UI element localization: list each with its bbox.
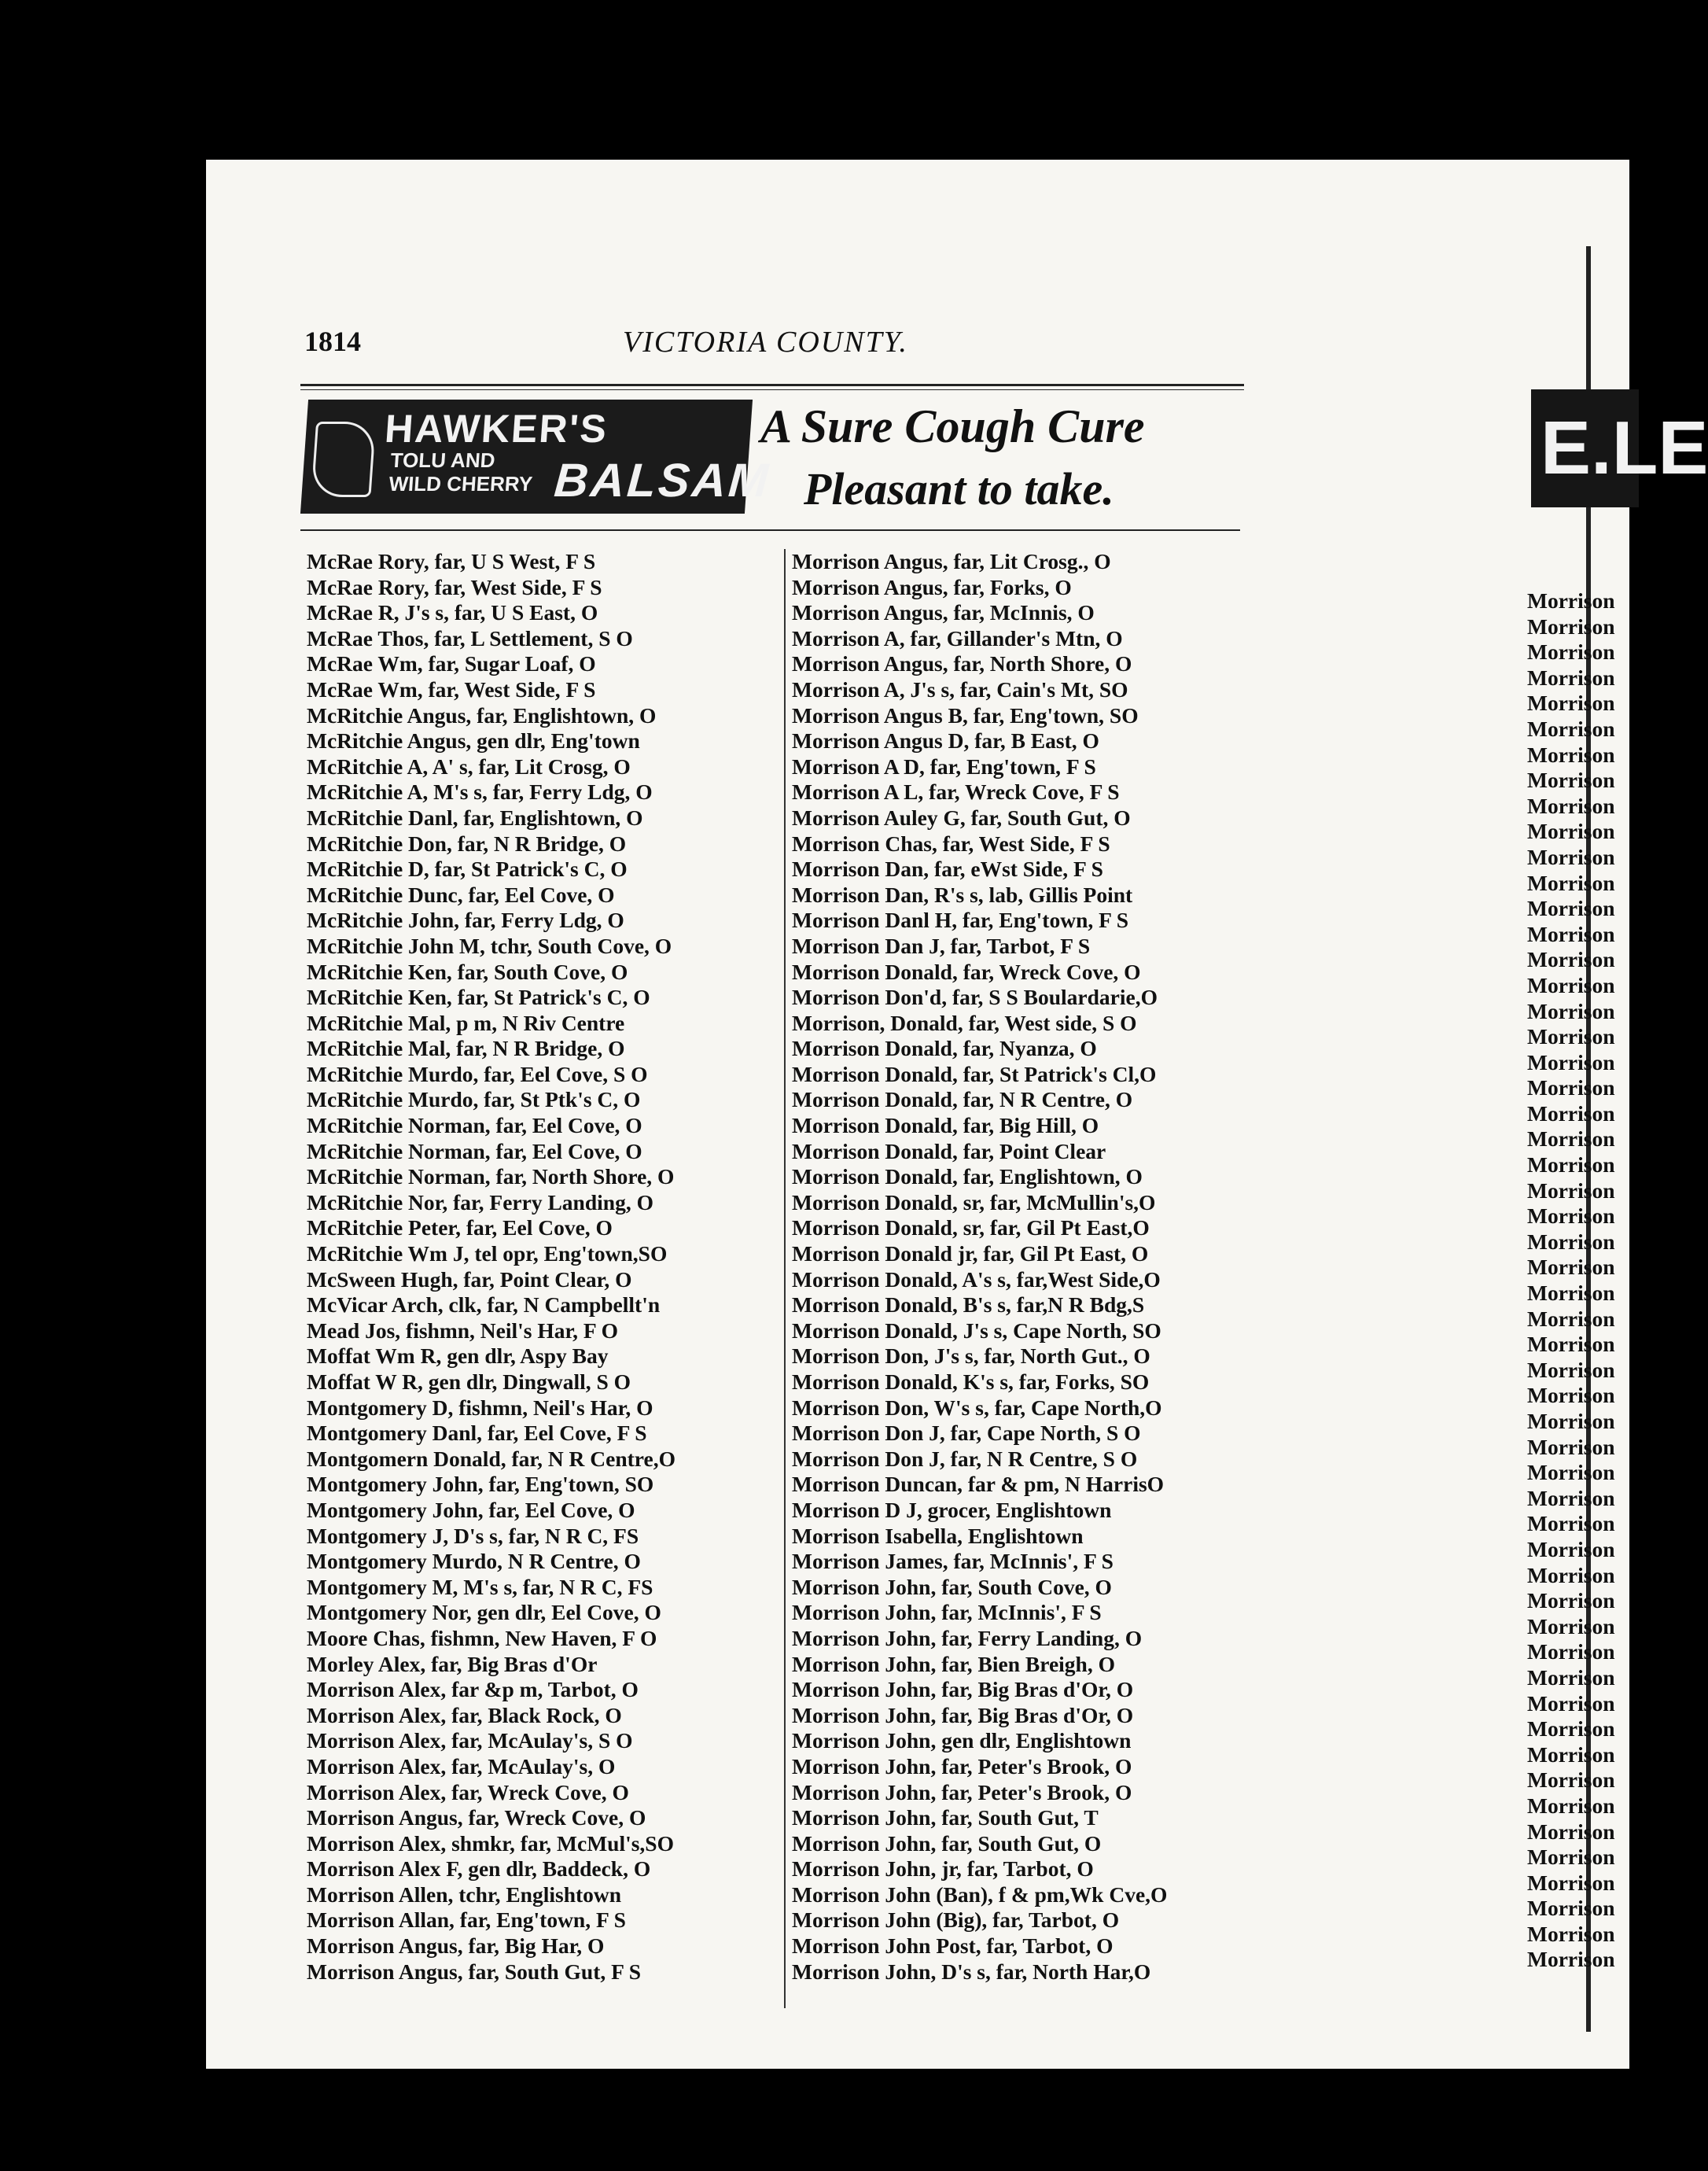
- directory-entry: McRitchie Mal, p m, N Riv Centre: [307, 1010, 625, 1035]
- directory-entry: Morrison: [1527, 691, 1615, 716]
- directory-entry: McRitchie Ken, far, South Cove, O: [307, 959, 628, 984]
- directory-entry: McRitchie John, far, Ferry Ldg, O: [307, 908, 624, 933]
- directory-entry: Morrison: [1527, 1742, 1615, 1767]
- directory-entry: Morrison: [1527, 1024, 1615, 1049]
- directory-entry: Morrison: [1527, 1281, 1615, 1306]
- directory-entry: McRitchie D, far, St Patrick's C, O: [307, 857, 628, 882]
- directory-entry: McRitchie Angus, far, Englishtown, O: [307, 702, 657, 728]
- directory-entry: Morrison: [1527, 793, 1615, 818]
- directory-entry: Morrison Don J, far, N R Centre, S O: [792, 1446, 1138, 1471]
- directory-entry: Montgomery John, far, Eng'town, SO: [307, 1472, 654, 1497]
- directory-entry: Morrison John, far, South Gut, O: [792, 1830, 1102, 1856]
- directory-entry: McRitchie Wm J, tel opr, Eng'town,SO: [307, 1241, 668, 1266]
- directory-entry: McRitchie Murdo, far, St Ptk's C, O: [307, 1087, 641, 1112]
- directory-entry: Morrison: [1527, 716, 1615, 741]
- directory-entry: Morrison A D, far, Eng'town, F S: [792, 754, 1096, 779]
- directory-entry: Morrison: [1527, 1332, 1615, 1357]
- bottle-icon: [311, 422, 376, 497]
- directory-entry: Morrison John, far, Big Bras d'Or, O: [792, 1677, 1134, 1702]
- directory-entry: McRitchie John M, tchr, South Cove, O: [307, 933, 672, 958]
- directory-entry: Morrison Alex, far, Black Rock, O: [307, 1702, 622, 1727]
- directory-entry: Morrison Angus, far, Wreck Cove, O: [307, 1805, 646, 1830]
- header-rule-thin: [300, 389, 1244, 390]
- directory-entry: Morrison John, far, Peter's Brook, O: [792, 1753, 1132, 1778]
- column-divider: [784, 549, 786, 2008]
- directory-entry: Morrison Angus, far, South Gut, F S: [307, 1959, 642, 1984]
- directory-entry: Morrison: [1527, 1152, 1615, 1178]
- directory-entry: Morrison Donald, far, N R Centre, O: [792, 1087, 1133, 1112]
- directory-entry: Morrison John, far, Ferry Landing, O: [792, 1625, 1143, 1650]
- directory-entry: Morrison John, jr, far, Tarbot, O: [792, 1856, 1094, 1882]
- directory-entry: McRae R, J's s, far, U S East, O: [307, 600, 598, 625]
- page-title: VICTORIA COUNTY.: [623, 326, 908, 359]
- directory-entry: McRitchie Nor, far, Ferry Landing, O: [307, 1189, 653, 1215]
- directory-entry: Morrison: [1527, 1049, 1615, 1074]
- directory-entry: Morrison Dan, far, eWst Side, F S: [792, 857, 1103, 882]
- directory-entry: Morrison Don'd, far, S S Boulardarie,O: [792, 985, 1158, 1010]
- directory-entry: Moore Chas, fishmn, New Haven, F O: [307, 1625, 657, 1650]
- directory-entry: Morrison: [1527, 1819, 1615, 1844]
- directory-entry: McVicar Arch, clk, far, N Campbellt'n: [307, 1292, 661, 1318]
- directory-entry: McRitchie Ken, far, St Patrick's C, O: [307, 985, 650, 1010]
- directory-entry: Morrison Alex, far, McAulay's, O: [307, 1753, 616, 1778]
- directory-entry: McRitchie Norman, far, North Shore, O: [307, 1164, 675, 1189]
- directory-entry: Montgomery M, M's s, far, N R C, FS: [307, 1574, 653, 1599]
- directory-entry: Morrison Donald, far, Nyanza, O: [792, 1036, 1097, 1061]
- directory-entry: Morrison Donald, A's s, far,West Side,O: [792, 1266, 1161, 1292]
- directory-entry: Morrison: [1527, 870, 1615, 895]
- directory-entry: McRae Wm, far, West Side, F S: [307, 676, 596, 702]
- directory-entry: Morrison Chas, far, West Side, F S: [792, 831, 1110, 856]
- directory-entry: Morrison: [1527, 768, 1615, 793]
- directory-page: [206, 160, 1708, 2069]
- directory-entry: Morrison Alex, far, Wreck Cove, O: [307, 1779, 629, 1804]
- directory-entry: Morrison Donald, far, Wreck Cove, O: [792, 959, 1141, 984]
- directory-entry: Morrison: [1527, 742, 1615, 767]
- directory-entry: Morrison Donald, far, Big Hill, O: [792, 1113, 1099, 1138]
- directory-entry: McRitchie Murdo, far, Eel Cove, S O: [307, 1061, 648, 1086]
- directory-entry: McSween Hugh, far, Point Clear, O: [307, 1266, 632, 1292]
- page-number: 1814: [304, 326, 361, 357]
- directory-entry: McRitchie Norman, far, Eel Cove, O: [307, 1138, 642, 1163]
- directory-entry: Morrison: [1527, 1716, 1615, 1742]
- directory-entry: Morrison John Post, far, Tarbot, O: [792, 1933, 1114, 1959]
- directory-entry: Morrison: [1527, 1075, 1615, 1100]
- directory-entry: Morrison: [1527, 1357, 1615, 1382]
- directory-entry: Morrison Alex, far, McAulay's, S O: [307, 1728, 633, 1753]
- ad-subtitle-line1: TOLU AND: [389, 448, 496, 472]
- directory-entry: Morrison A, far, Gillander's Mtn, O: [792, 625, 1123, 651]
- directory-entry: Morrison: [1527, 1947, 1615, 1972]
- directory-entry: Morrison John, far, Peter's Brook, O: [792, 1779, 1132, 1804]
- directory-entry: Morrison Danl H, far, Eng'town, F S: [792, 908, 1129, 933]
- directory-entry: McRitchie Peter, far, Eel Cove, O: [307, 1215, 613, 1240]
- directory-entry: Morrison: [1527, 1306, 1615, 1331]
- directory-entry: Morrison: [1527, 1255, 1615, 1280]
- directory-entry: Morrison: [1527, 896, 1615, 921]
- directory-entry: Morrison Allan, far, Eng'town, F S: [307, 1907, 626, 1933]
- directory-entry: Morrison: [1527, 1409, 1615, 1433]
- directory-entry: Morrison: [1527, 1639, 1615, 1664]
- directory-entry: Morrison: [1527, 1845, 1615, 1870]
- directory-entry: Morrison Donald, sr, far, Gil Pt East,O: [792, 1215, 1150, 1240]
- directory-entry: Morrison: [1527, 1460, 1615, 1485]
- directory-entry: Montgomery D, fishmn, Neil's Har, O: [307, 1395, 653, 1420]
- directory-entry: Morrison A L, far, Wreck Cove, F S: [792, 780, 1120, 805]
- directory-entry: Morrison Angus D, far, B East, O: [792, 728, 1099, 754]
- ad-subtitle-line2: WILD CHERRY: [388, 472, 534, 496]
- directory-column-next-page: [1527, 588, 1629, 1973]
- directory-entry: McRitchie Mal, far, N R Bridge, O: [307, 1036, 625, 1061]
- directory-entry: Morrison Donald, far, Englishtown, O: [792, 1164, 1143, 1189]
- directory-entry: Morrison: [1527, 1434, 1615, 1459]
- directory-entry: Morrison: [1527, 844, 1615, 869]
- header-rule: [300, 384, 1244, 386]
- directory-entry: Morrison Don J, far, Cape North, S O: [792, 1421, 1141, 1446]
- directory-entry: McRae Rory, far, U S West, F S: [307, 549, 596, 573]
- directory-entry: Morrison: [1527, 1793, 1615, 1818]
- directory-entry: Morrison D J, grocer, Englishtown: [792, 1497, 1112, 1522]
- directory-entry: Morrison Dan J, far, Tarbot, F S: [792, 933, 1091, 958]
- directory-entry: Morrison: [1527, 1588, 1615, 1613]
- directory-entry: Morrison Alex, shmkr, far, McMul's,SO: [307, 1830, 674, 1856]
- ad-bottom-rule: [300, 529, 1240, 531]
- directory-entry: McRitchie Don, far, N R Bridge, O: [307, 831, 627, 856]
- directory-entry: Morrison: [1527, 819, 1615, 844]
- ad-tagline-2: Pleasant to take.: [804, 463, 1114, 514]
- directory-entry: Morrison: [1527, 1896, 1615, 1921]
- directory-entry: McRitchie Danl, far, Englishtown, O: [307, 805, 643, 830]
- directory-entry: Morrison A, J's s, far, Cain's Mt, SO: [792, 676, 1128, 702]
- directory-entry: Morrison Angus, far, Lit Crosg., O: [792, 549, 1111, 573]
- directory-entry: Morrison Angus, far, McInnis, O: [792, 600, 1095, 625]
- directory-entry: Morrison, Donald, far, West side, S O: [792, 1010, 1137, 1035]
- directory-entry: McRae Rory, far, West Side, F S: [307, 574, 602, 599]
- ad-product: BALSAM: [552, 454, 772, 507]
- directory-entry: Morrison John (Big), far, Tarbot, O: [792, 1907, 1120, 1933]
- ad-subtitle: [388, 448, 536, 496]
- directory-entry: Montgomern Donald, far, N R Centre,O: [307, 1446, 675, 1471]
- directory-entry: Montgomery John, far, Eel Cove, O: [307, 1497, 635, 1522]
- directory-entry: Morrison: [1527, 1383, 1615, 1408]
- directory-entry: Morrison: [1527, 1921, 1615, 1946]
- directory-entry: Morrison: [1527, 1870, 1615, 1895]
- directory-entry: Moffat W R, gen dlr, Dingwall, S O: [307, 1369, 631, 1394]
- directory-entry: Morrison Donald, J's s, Cape North, SO: [792, 1318, 1161, 1343]
- hawkers-balsam-ad: [300, 400, 772, 514]
- directory-entry: Morrison: [1527, 921, 1615, 946]
- directory-entry: Morrison Angus, far, Forks, O: [792, 574, 1072, 599]
- directory-column-right: [792, 549, 1287, 1985]
- directory-entry: Morrison: [1527, 1690, 1615, 1716]
- directory-entry: Morrison Isabella, Englishtown: [792, 1523, 1084, 1548]
- directory-entry: Morrison: [1527, 1664, 1615, 1690]
- directory-entry: Morrison Duncan, far & pm, N HarrisO: [792, 1472, 1165, 1497]
- directory-entry: McRitchie Angus, gen dlr, Eng'town: [307, 728, 640, 754]
- next-page-ad-fragment: E.LE: [1531, 389, 1639, 507]
- directory-entry: Morrison Donald, K's s, far, Forks, SO: [792, 1369, 1150, 1394]
- directory-entry: Morrison: [1527, 1767, 1615, 1793]
- directory-entry: Morrison: [1527, 1178, 1615, 1203]
- directory-entry: Morrison Donald, sr, far, McMullin's,O: [792, 1189, 1156, 1215]
- directory-entry: McRitchie A, M's s, far, Ferry Ldg, O: [307, 780, 653, 805]
- directory-entry: Morrison: [1527, 1562, 1615, 1587]
- directory-entry: Moffat Wm R, gen dlr, Aspy Bay: [307, 1344, 609, 1369]
- directory-entry: Morrison: [1527, 614, 1615, 639]
- directory-entry: Montgomery Murdo, N R Centre, O: [307, 1549, 641, 1574]
- directory-entry: Morrison Auley G, far, South Gut, O: [792, 805, 1131, 830]
- ad-tagline-1: A Sure Cough Cure: [760, 400, 1145, 452]
- directory-entry: Morrison: [1527, 588, 1615, 613]
- directory-entry: Morrison John, far, Big Bras d'Or, O: [792, 1702, 1134, 1727]
- directory-entry: Morrison Don, J's s, far, North Gut., O: [792, 1344, 1150, 1369]
- directory-entry: Morrison Donald, B's s, far,N R Bdg,S: [792, 1292, 1145, 1318]
- directory-entry: Morrison James, far, McInnis', F S: [792, 1549, 1114, 1574]
- directory-entry: Morrison Angus, far, Big Har, O: [307, 1933, 605, 1959]
- directory-entry: Morrison John, far, South Cove, O: [792, 1574, 1112, 1599]
- directory-entry: Morrison: [1527, 1511, 1615, 1536]
- directory-entry: Morrison John, gen dlr, Englishtown: [792, 1728, 1132, 1753]
- directory-entry: McRae Thos, far, L Settlement, S O: [307, 625, 633, 651]
- directory-entry: Morrison: [1527, 1613, 1615, 1638]
- directory-entry: Montgomery Danl, far, Eel Cove, F S: [307, 1421, 647, 1446]
- directory-entry: Morrison John (Ban), f & pm,Wk Cve,O: [792, 1882, 1168, 1907]
- directory-entry: McRitchie A, A' s, far, Lit Crosg, O: [307, 754, 631, 779]
- directory-entry: Morrison Donald, far, Point Clear: [792, 1138, 1106, 1163]
- directory-entry: Morrison Alex, far &p m, Tarbot, O: [307, 1677, 639, 1702]
- directory-entry: Morrison: [1527, 998, 1615, 1023]
- directory-entry: Morrison: [1527, 1229, 1615, 1254]
- directory-entry: McRae Wm, far, Sugar Loaf, O: [307, 651, 596, 676]
- directory-entry: Morrison: [1527, 1485, 1615, 1510]
- directory-entry: Morley Alex, far, Big Bras d'Or: [307, 1651, 598, 1676]
- directory-entry: Morrison Don, W's s, far, Cape North,O: [792, 1395, 1162, 1420]
- directory-entry: Morrison John, far, South Gut, T: [792, 1805, 1099, 1830]
- directory-entry: Morrison John, D's s, far, North Har,O: [792, 1959, 1151, 1984]
- directory-entry: Morrison Angus, far, North Shore, O: [792, 651, 1132, 676]
- directory-column-left: [307, 549, 775, 1985]
- directory-entry: Morrison: [1527, 1126, 1615, 1152]
- directory-entry: Morrison: [1527, 1536, 1615, 1561]
- directory-entry: Montgomery Nor, gen dlr, Eel Cove, O: [307, 1600, 661, 1625]
- directory-entry: Morrison: [1527, 1100, 1615, 1126]
- directory-entry: Morrison Donald jr, far, Gil Pt East, O: [792, 1241, 1149, 1266]
- directory-entry: Morrison: [1527, 665, 1615, 690]
- directory-entry: Morrison: [1527, 640, 1615, 665]
- directory-entry: Morrison Dan, R's s, lab, Gillis Point: [792, 882, 1133, 907]
- directory-entry: Morrison Allen, tchr, Englishtown: [307, 1882, 622, 1907]
- directory-entry: McRitchie Norman, far, Eel Cove, O: [307, 1113, 642, 1138]
- directory-entry: Morrison Alex F, gen dlr, Baddeck, O: [307, 1856, 651, 1882]
- directory-entry: Montgomery J, D's s, far, N R C, FS: [307, 1523, 639, 1548]
- directory-entry: Morrison: [1527, 947, 1615, 972]
- directory-entry: Morrison John, far, McInnis', F S: [792, 1600, 1102, 1625]
- directory-entry: Mead Jos, fishmn, Neil's Har, F O: [307, 1318, 618, 1343]
- directory-entry: McRitchie Dunc, far, Eel Cove, O: [307, 882, 615, 907]
- directory-entry: Morrison: [1527, 972, 1615, 997]
- directory-entry: Morrison John, far, Bien Breigh, O: [792, 1651, 1115, 1676]
- ad-brand: HAWKER'S: [383, 407, 609, 451]
- directory-entry: Morrison Angus B, far, Eng'town, SO: [792, 702, 1139, 728]
- directory-entry: Morrison Donald, far, St Patrick's Cl,O: [792, 1061, 1157, 1086]
- directory-entry: Morrison: [1527, 1203, 1615, 1229]
